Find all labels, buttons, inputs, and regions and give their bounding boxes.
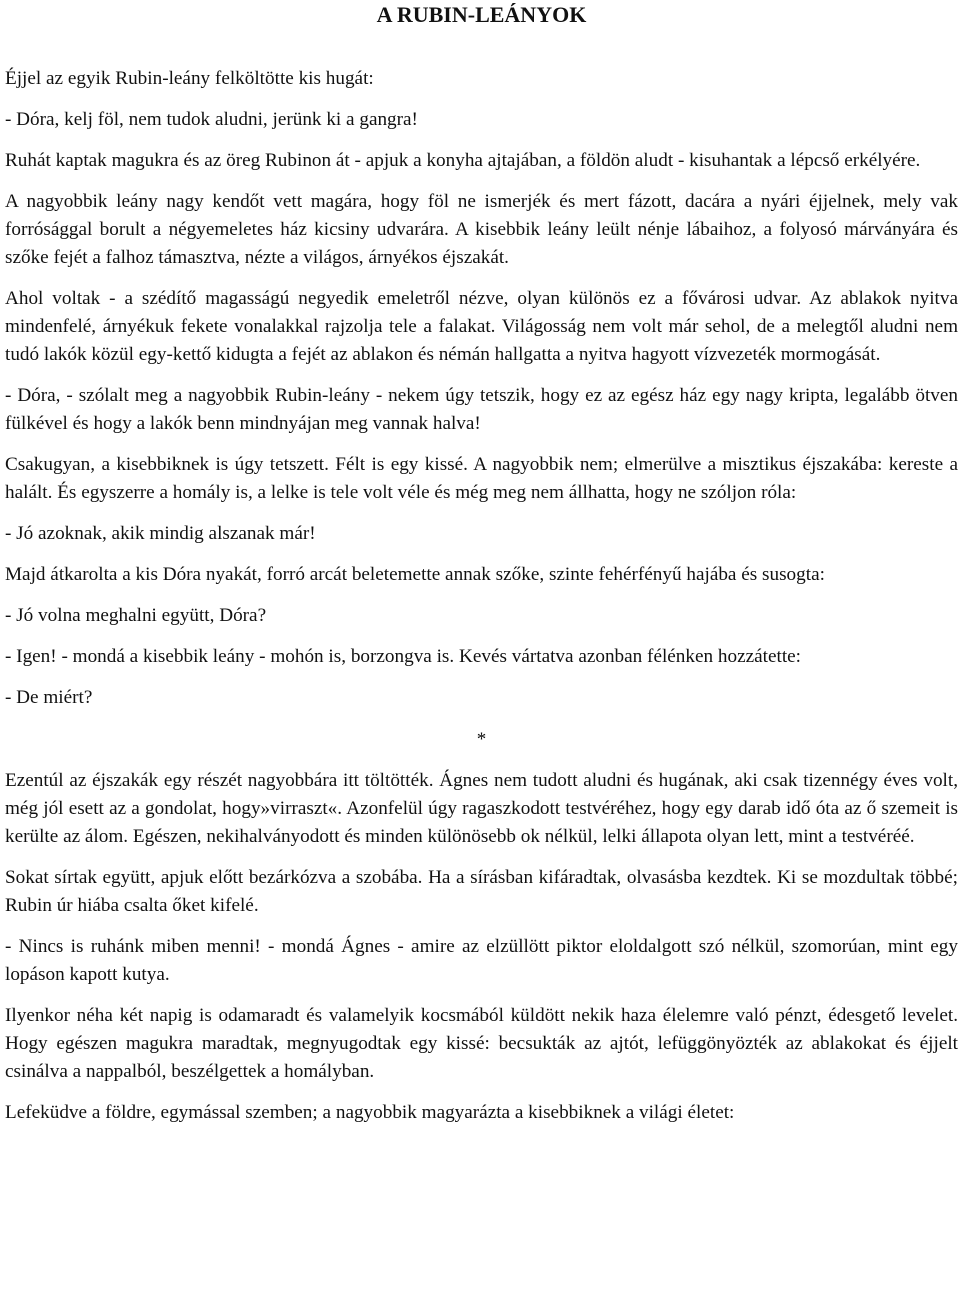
paragraph: Sokat sírtak együtt, apjuk előtt bezárkózva a szobába. Ha a sírásban kifáradtak, olvasásba kezdtek. Ki se mozdultak többé; Rubin úr hiába csalta őket kifelé.: [5, 867, 958, 916]
paragraph: Éjjel az egyik Rubin-leány felköltötte kis hugát:: [5, 68, 374, 89]
page-title: A RUBIN-LEÁNYOK: [376, 2, 587, 27]
paragraph: - Jó azoknak, akik mindig alszanak már!: [5, 523, 316, 544]
paragraph: Ruhát kaptak magukra és az öreg Rubinon át - apjuk a konyha ajtajában, a földön aludt - kisuhantak a lépcső erkélyére.: [5, 150, 921, 171]
paragraph: Ahol voltak - a szédítő magasságú negyedik emeletről nézve, olyan különös ez a fővárosi udvar. Az ablakok nyitva mindenfelé, árnyékuk fekete vonalakkal rajzolja tele a falakat. Világosság nem volt már sehol, de a melegtől aludni nem tudó lakók közül egy-kettő kidugta a fejét az ablakon és némán hallgatta a nyitva hagyott vízvezeték mormogását.: [5, 288, 958, 365]
paragraph: - Dóra, - szólalt meg a nagyobbik Rubin-leány - nekem úgy tetszik, hogy ez az egész ház egy nagy kripta, legalább ötven fülkével és hogy a lakók benn mindnyájan meg vannak halva!: [5, 385, 958, 434]
paragraph: - Nincs is ruhánk miben menni! - mondá Ágnes - amire az elzüllött piktor eloldalgott szó nélkül, szomorúan, mint egy lopáson kapott kutya.: [5, 936, 958, 985]
paragraph: - Dóra, kelj föl, nem tudok aludni, jerünk ki a gangra!: [5, 109, 418, 130]
paragraph: - Jó volna meghalni együtt, Dóra?: [5, 605, 267, 626]
section-separator: *: [476, 729, 487, 750]
paragraph: - De miért?: [5, 687, 93, 708]
paragraph: Ilyenkor néha két napig is odamaradt és valamelyik kocsmából küldött nekik haza élelemre való pénzt, édesgető levelet. Hogy egészen magukra maradtak, megnyugodtak egy kissé: becsukták az ajtót, lefüggönyözték az ablakokat és éjjelt csinálva a nappalból, beszélgettek a homályban.: [5, 1005, 958, 1082]
paragraph: - Igen! - mondá a kisebbik leány - mohón is, borzongva is. Kevés vártatva azonban félénken hozzátette:: [5, 646, 801, 667]
paragraph: A nagyobbik leány nagy kendőt vett magára, hogy föl ne ismerjék és mert fázott, dacára a nyári éjjelnek, mely vak forrósággal borult a négyemeletes ház kicsiny udvarára. A kisebbik leány leült nénje lábaihoz, a folyosó márványára és szőke fejét a falhoz támasztva, nézte a világos, árnyékos éjszakát.: [5, 191, 958, 268]
paragraph: Majd átkarolta a kis Dóra nyakát, forró arcát beletemette annak szőke, szinte fehérfényű hajába és susogta:: [5, 564, 825, 585]
paragraph: Csakugyan, a kisebbiknek is úgy tetszett. Félt is egy kissé. A nagyobbik nem; elmerülve a misztikus éjszakába: kereste a halált. És egyszerre a homály is, a lelke is tele volt véle és még meg nem állhatta, hogy ne szóljon róla:: [5, 454, 958, 503]
paragraph: Lefeküdve a földre, egymással szemben; a nagyobbik magyarázta a kisebbiknek a világi életet:: [5, 1102, 735, 1123]
paragraph: Ezentúl az éjszakák egy részét nagyobbára itt töltötték. Ágnes nem tudott aludni és hugának, aki csak tizennégy éves volt, még jól esett az a gondolat, hogy»virraszt«. Azonfelül úgy ragaszkodott testvéréhez, hogy egy darab idő óta az ő szemeit is kerülte az álom. Egészen, nekihalványodott és minden különösebb ok nélkül, lelki állapota olyan lett, mint a testvéréé.: [5, 770, 958, 847]
